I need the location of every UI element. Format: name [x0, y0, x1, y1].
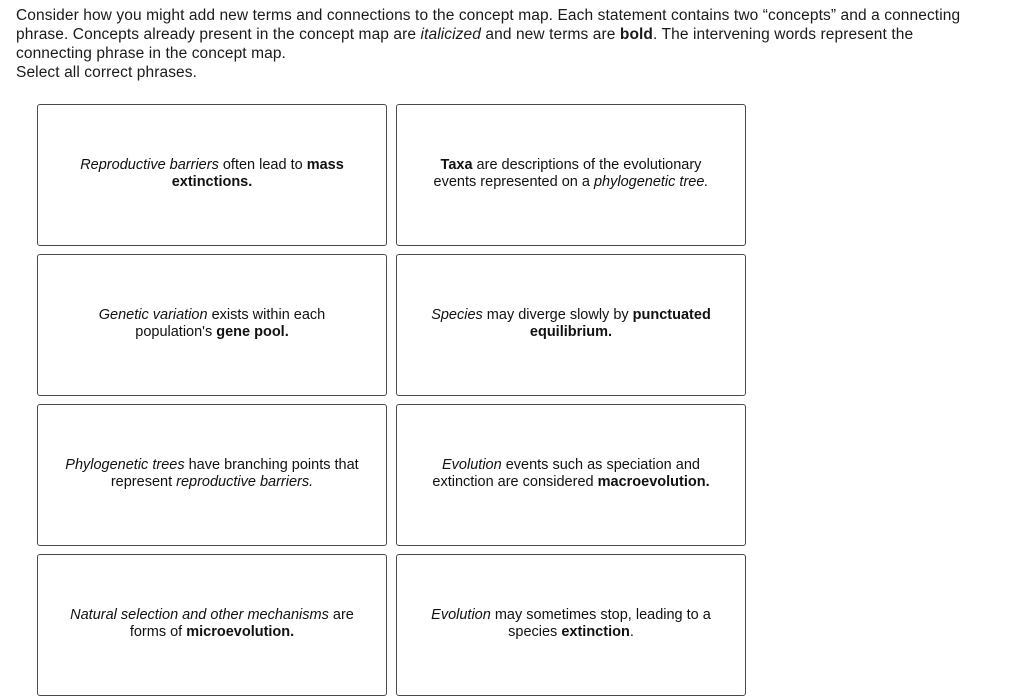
- option-card[interactable]: [396, 404, 746, 546]
- option-card[interactable]: [396, 554, 746, 696]
- new-term: extinction: [561, 624, 630, 640]
- existing-concept: Evolution: [442, 457, 502, 473]
- options-grid: [37, 104, 746, 696]
- existing-concept: Phylogenetic trees: [65, 457, 185, 473]
- option-card[interactable]: [37, 104, 387, 246]
- instructions-text-3: . The intervening words represent the connecting phrase in the concept map.: [16, 26, 914, 62]
- connecting-phrase: may sometimes stop, leading to a species: [490, 607, 711, 640]
- option-text: [60, 607, 364, 641]
- option-card[interactable]: [37, 254, 387, 396]
- existing-concept: Reproductive barriers: [80, 157, 219, 173]
- option-text: [60, 457, 364, 491]
- option-text: [60, 157, 364, 191]
- existing-concept: reproductive barriers.: [176, 474, 314, 490]
- option-text: [419, 307, 723, 341]
- option-text: [60, 307, 364, 341]
- instructions-text-1: Consider how you might add new terms and connections to the concept map. Each statement contains two “concepts” and a connecting phrase. Concepts already present in the concept map are: [16, 7, 961, 43]
- connecting-phrase: often lead to: [218, 157, 307, 173]
- new-term: microevolution.: [186, 624, 295, 640]
- instructions: [16, 6, 976, 82]
- new-term: macroevolution.: [597, 474, 710, 490]
- new-term: Taxa: [440, 157, 473, 173]
- new-term: gene pool.: [216, 324, 289, 340]
- instructions-italic-term: italicized: [420, 26, 481, 43]
- instructions-text-2: and new terms are: [480, 26, 620, 43]
- option-card[interactable]: [396, 254, 746, 396]
- existing-concept: Evolution: [431, 607, 491, 623]
- connecting-phrase: .: [629, 624, 634, 640]
- existing-concept: Natural selection and other mechanisms: [70, 607, 329, 623]
- option-card[interactable]: [396, 104, 746, 246]
- connecting-phrase: events such as speciation and extinction are considered: [432, 457, 700, 490]
- existing-concept: Species: [431, 307, 483, 323]
- option-card[interactable]: [37, 554, 387, 696]
- select-all-prompt: Select all correct phrases.: [16, 64, 198, 81]
- connecting-phrase: have branching points that represent: [110, 457, 359, 490]
- option-card[interactable]: [37, 404, 387, 546]
- new-term: punctuated equilibrium.: [529, 307, 711, 340]
- instructions-bold-term: bold: [619, 26, 653, 43]
- connecting-phrase: may diverge slowly by: [482, 307, 633, 323]
- connecting-phrase: are descriptions of the evolutionary events represented on a: [433, 157, 702, 190]
- existing-concept: Genetic variation: [98, 307, 208, 323]
- instructions-paragraph: [16, 6, 976, 63]
- existing-concept: phylogenetic tree.: [593, 174, 709, 190]
- new-term: mass extinctions.: [171, 157, 344, 190]
- option-text: [419, 457, 723, 491]
- option-text: [419, 157, 723, 191]
- connecting-phrase: are forms of: [129, 607, 354, 640]
- option-text: [419, 607, 723, 641]
- connecting-phrase: exists within each population's: [135, 307, 326, 340]
